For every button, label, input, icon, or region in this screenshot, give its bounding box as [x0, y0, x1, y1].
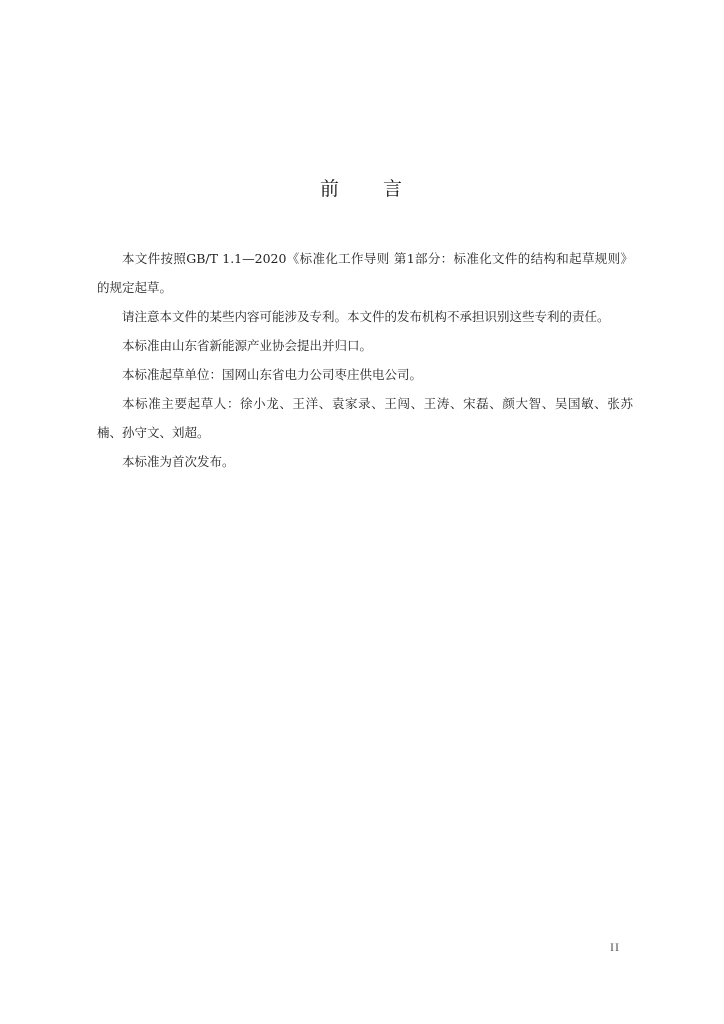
page-title: 前 言 [319, 178, 404, 200]
paragraph-proposer: 本标准由山东省新能源产业协会提出并归口。 [122, 338, 373, 353]
paragraph-drafting-unit: 本标准起草单位：国网山东省电力公司枣庄供电公司。 [122, 367, 423, 382]
paragraph-drafting-rules: 本文件按照GB/T 1.1—2020《标准化工作导则 第1部分：标准化文件的结构和起草规则》的规定起草。 [97, 251, 633, 295]
paragraph-drafters: 本标准主要起草人：徐小龙、王洋、袁家录、王闯、王涛、宋磊、颜大智、吴国敏、张苏楠、孙守文、刘超。 [97, 396, 633, 440]
paragraph-first-release: 本标准为首次发布。 [122, 454, 235, 469]
paragraph-patent-notice: 请注意本文件的某些内容可能涉及专利。本文件的发布机构不承担识别这些专利的责任。 [122, 309, 610, 324]
page-number: II [610, 940, 620, 954]
foreword-body [97, 244, 633, 476]
